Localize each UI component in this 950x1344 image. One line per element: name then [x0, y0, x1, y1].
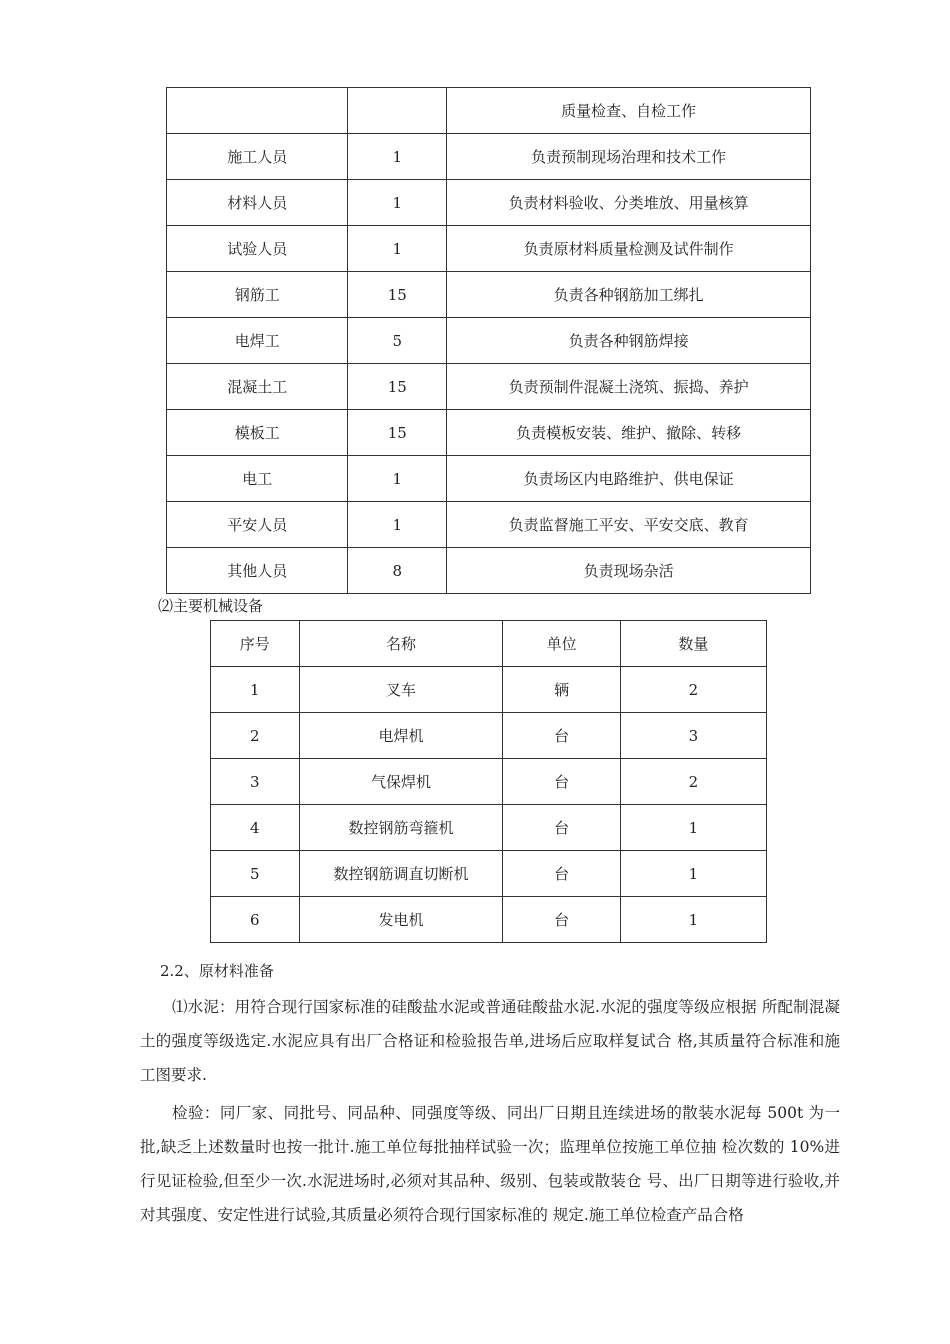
unit-cell: 台 — [503, 805, 620, 851]
role-cell: 钢筋工 — [167, 272, 348, 318]
table-header-row — [211, 621, 767, 667]
role-cell: 混凝土工 — [167, 364, 348, 410]
count-cell: 1 — [348, 180, 447, 226]
duty-cell: 负责模板安装、维护、撤除、转移 — [447, 410, 811, 456]
quantity-cell: 1 — [620, 805, 766, 851]
table-row — [211, 897, 767, 943]
equipment-caption: ⑵主要机械设备 — [158, 597, 264, 615]
unit-cell: 台 — [503, 713, 620, 759]
role-cell: 电焊工 — [167, 318, 348, 364]
inspection-paragraph: 检验：同厂家、同批号、同品种、同强度等级、同出厂日期且连续进场的散装水泥每 500t 为一批,缺乏上述数量时也按一批计.施工单位每批抽样试验一次；监理单位按施工单位抽 检次数的 10%进行见证检验,但至少一次.水泥进场时,必须对其品种、级别、包装或散装仓 号、出厂日期等进行验收,并对其强度、安定性进行试验,其质量必须符合现行国家标准的 规定.施工单位检查产品合格 — [140, 1104, 840, 1224]
role-cell: 平安人员 — [167, 502, 348, 548]
quantity-cell: 1 — [620, 897, 766, 943]
duty-cell: 负责预制现场治理和技术工作 — [447, 134, 811, 180]
unit-cell: 台 — [503, 851, 620, 897]
cement-paragraph: ⑴水泥：用符合现行国家标准的硅酸盐水泥或普通硅酸盐水泥.水泥的强度等级应根据 所配制混凝土的强度等级选定.水泥应具有出厂合格证和检验报告单,进场后应取样复试合 格,其质量符合标准和施工图要求. — [140, 998, 840, 1084]
quantity-cell: 1 — [620, 851, 766, 897]
count-cell: 15 — [348, 364, 447, 410]
table-row — [167, 364, 811, 410]
section-heading: 2.2、原材料准备 — [160, 962, 274, 980]
header-cell: 序号 — [211, 621, 300, 667]
table-row — [167, 180, 811, 226]
table-row — [211, 805, 767, 851]
table-row — [211, 851, 767, 897]
name-cell: 数控钢筋调直切断机 — [299, 851, 503, 897]
staff-table — [166, 87, 811, 594]
header-cell: 名称 — [299, 621, 503, 667]
name-cell: 发电机 — [299, 897, 503, 943]
role-cell: 模板工 — [167, 410, 348, 456]
name-cell: 数控钢筋弯箍机 — [299, 805, 503, 851]
duty-cell: 负责监督施工平安、平安交底、教育 — [447, 502, 811, 548]
header-cell: 数量 — [620, 621, 766, 667]
table-row — [211, 713, 767, 759]
index-cell: 2 — [211, 713, 300, 759]
index-cell: 6 — [211, 897, 300, 943]
role-cell — [167, 88, 348, 134]
table-row — [167, 410, 811, 456]
count-cell: 1 — [348, 456, 447, 502]
count-cell: 8 — [348, 548, 447, 594]
duty-cell: 负责预制件混凝土浇筑、振捣、养护 — [447, 364, 811, 410]
duty-cell: 负责原材料质量检测及试件制作 — [447, 226, 811, 272]
index-cell: 5 — [211, 851, 300, 897]
count-cell: 1 — [348, 226, 447, 272]
quantity-cell: 2 — [620, 759, 766, 805]
name-cell: 电焊机 — [299, 713, 503, 759]
count-cell: 1 — [348, 134, 447, 180]
table-row — [167, 226, 811, 272]
table-row — [211, 667, 767, 713]
equipment-table — [210, 620, 767, 943]
role-cell: 施工人员 — [167, 134, 348, 180]
table-row — [167, 456, 811, 502]
table-row — [167, 318, 811, 364]
duty-cell: 负责现场杂活 — [447, 548, 811, 594]
role-cell: 材料人员 — [167, 180, 348, 226]
quantity-cell: 3 — [620, 713, 766, 759]
duty-cell: 负责材料验收、分类堆放、用量核算 — [447, 180, 811, 226]
role-cell: 其他人员 — [167, 548, 348, 594]
header-cell: 单位 — [503, 621, 620, 667]
count-cell — [348, 88, 447, 134]
unit-cell: 台 — [503, 759, 620, 805]
role-cell: 电工 — [167, 456, 348, 502]
count-cell: 15 — [348, 410, 447, 456]
duty-cell: 负责各种钢筋焊接 — [447, 318, 811, 364]
index-cell: 1 — [211, 667, 300, 713]
table-row — [167, 548, 811, 594]
table-row — [167, 134, 811, 180]
table-row — [167, 88, 811, 134]
table-row — [211, 759, 767, 805]
table-row — [167, 272, 811, 318]
duty-cell: 负责各种钢筋加工绑扎 — [447, 272, 811, 318]
table-row — [167, 502, 811, 548]
role-cell: 试验人员 — [167, 226, 348, 272]
unit-cell: 台 — [503, 897, 620, 943]
index-cell: 3 — [211, 759, 300, 805]
count-cell: 1 — [348, 502, 447, 548]
name-cell: 叉车 — [299, 667, 503, 713]
count-cell: 5 — [348, 318, 447, 364]
duty-cell: 质量检查、自检工作 — [447, 88, 811, 134]
index-cell: 4 — [211, 805, 300, 851]
unit-cell: 辆 — [503, 667, 620, 713]
quantity-cell: 2 — [620, 667, 766, 713]
duty-cell: 负责场区内电路维护、供电保证 — [447, 456, 811, 502]
name-cell: 气保焊机 — [299, 759, 503, 805]
count-cell: 15 — [348, 272, 447, 318]
